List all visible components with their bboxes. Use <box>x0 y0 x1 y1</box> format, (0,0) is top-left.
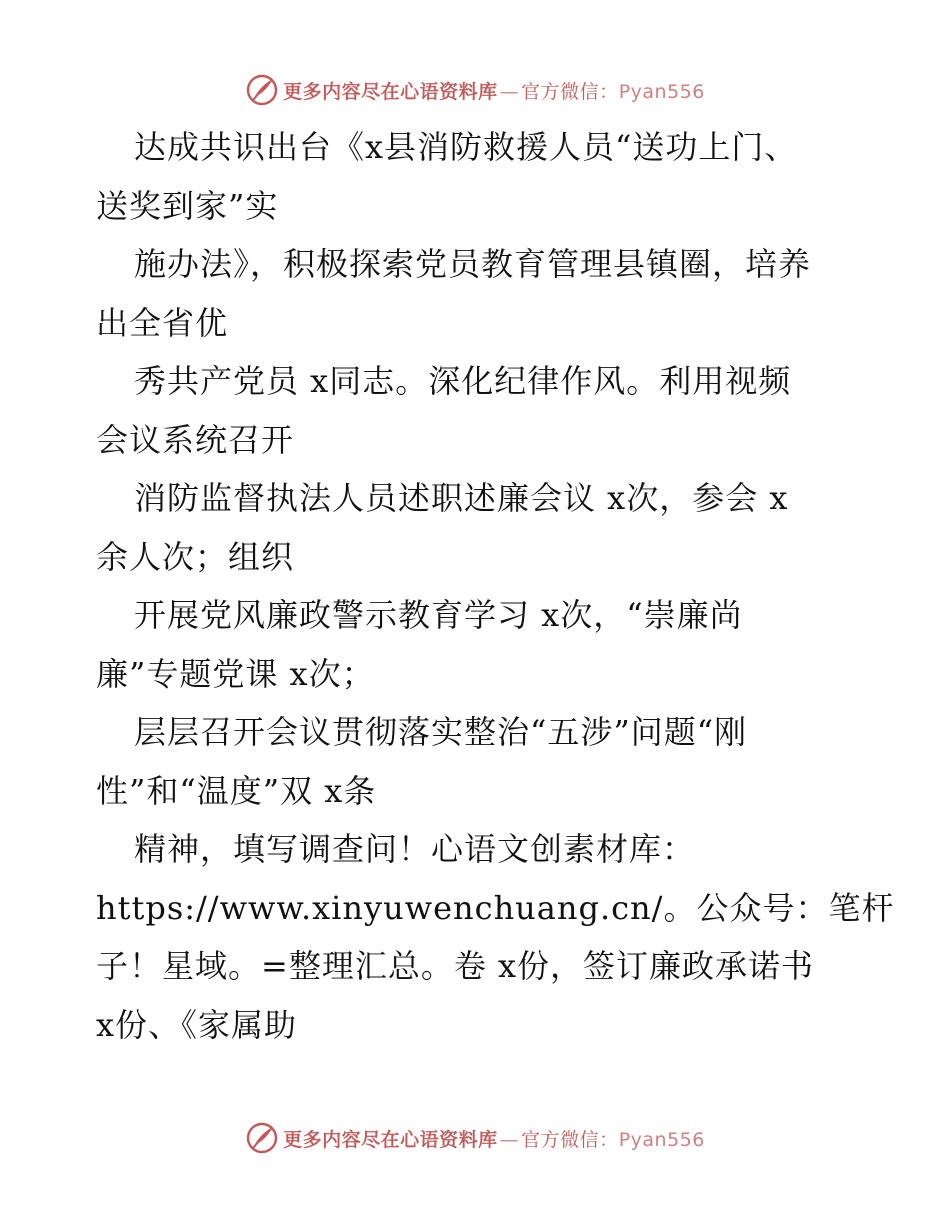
body-line-8: 余人次；组织 <box>96 537 295 576</box>
body-line-14: https://www.xinyuwenchuang.cn/。公众号：笔杆 <box>96 888 895 927</box>
watermark-handle: Pyan556 <box>618 80 705 103</box>
body-line-3: 施办法》，积极探索党员教育管理县镇圈，培养 <box>134 245 812 283</box>
body-line-6: 会议系统召开 <box>96 420 295 459</box>
document-body <box>96 118 895 1054</box>
feather-quill-icon <box>245 73 279 107</box>
body-line-4: 出全省优 <box>96 303 229 342</box>
body-line-1: 达成共识出台《x县消防救援人员“送功上门、 <box>134 128 798 166</box>
body-line-9: 开展党风廉政警示教育学习 x次，“崇廉尚 <box>134 596 743 634</box>
watermark-wechat-label: 官方微信： <box>521 80 619 103</box>
watermark-handle: Pyan556 <box>618 1128 705 1151</box>
body-line-5: 秀共产党员 x同志。深化纪律作风。利用视频 <box>134 362 792 400</box>
body-line-16: x份、《家属助 <box>96 1005 298 1044</box>
watermark-main-text: 更多内容尽在心语资料库 <box>283 80 498 103</box>
feather-quill-icon <box>245 1121 279 1155</box>
body-line-7: 消防监督执法人员述职述廉会议 x次，参会 x <box>134 479 789 517</box>
footer-watermark <box>0 1118 950 1158</box>
body-line-10: 廉”专题党课 x次； <box>96 654 375 693</box>
watermark-dash: — <box>499 1128 520 1151</box>
body-line-13: 精神，填写调查问！心语文创素材库： <box>134 830 696 868</box>
body-line-15: 子！星域。=整理汇总。卷 x份，签订廉政承诺书 <box>96 947 815 985</box>
body-line-11: 层层召开会议贯彻落实整治“五涉”问题“刚 <box>134 713 748 751</box>
watermark-wechat-label: 官方微信： <box>521 1128 619 1151</box>
watermark-main-text: 更多内容尽在心语资料库 <box>283 1128 498 1151</box>
header-watermark <box>0 70 950 110</box>
body-line-2: 送奖到家”实 <box>96 186 279 225</box>
watermark-dash: — <box>499 80 520 103</box>
body-line-12: 性”和“温度”双 x条 <box>96 771 377 810</box>
